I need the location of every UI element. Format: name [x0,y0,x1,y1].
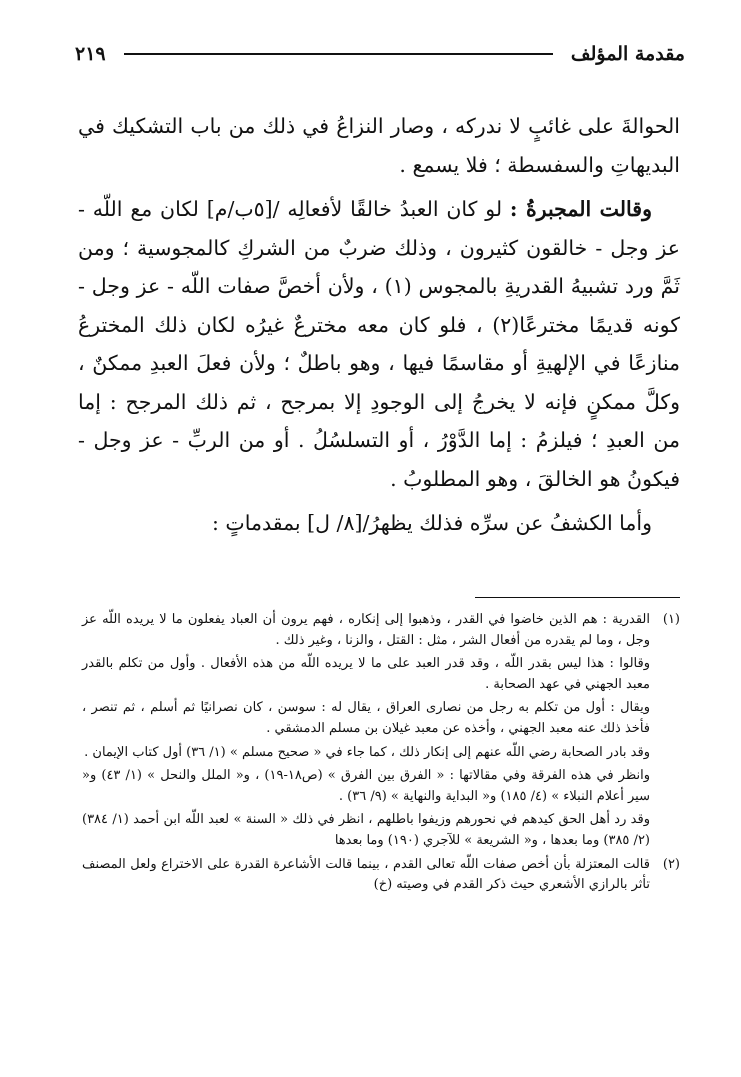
footnote-paragraph: ويقال : أول من تكلم به رجل من نصارى العراق ، يقال له : سوسن ، كان نصرانيًا ثم أسلم ، ثم تنصر ، فأخذ ذلك عنه معبد الجهني ، وأخذه عن معبد غيلان بن مسلم الدمشقي . [82,700,650,736]
paragraph: الحوالةَ على غائبٍ لا ندركه ، وصار النزاعُ في ذلك من باب التشكيك في البديهاتِ والسفسطة ؛ فلا يسمع . [78,114,680,177]
paragraph: وأما الكشفُ عن سرِّه فذلك يظهرُ/[٨/ ل] بمقدماتٍ : [212,511,652,535]
footnote-1 [82,610,680,651]
paragraph [78,190,680,498]
footnote-paragraph: وقد رد أهل الحق كيدهم في نحورهم وزيفوا باطلهم ، انظر في ذلك « السنة » لعبد اللّه ابن أحمد (١/ ٣٨٤) (٢/ ٣٨٥) وما بعدها ، و« الشريعة » للآجري (١٩٠) وما بعدها [82,812,651,848]
running-title: مقدمة المؤلف [570,43,685,65]
footnote-marker: (١) [662,612,680,627]
footnote-separator [475,597,680,598]
footnote-2 [82,855,680,896]
footnote-paragraph: وقد بادر الصحابة رضي اللّه عنهم إلى إنكار ذلك ، كما جاء في « صحيح مسلم » (١/ ٣٦) أول كتاب الإيمان . [84,744,650,760]
footnote-text: القدرية : هم الذين خاضوا في القدر ، وذهبوا إلى إنكاره ، فهم يرون أن العباد يفعلون ما لا يريده اللّه عز وجل ، وما لم يقدره من أفعال الشر ، مثل : القتل ، والزنا ، وغير ذلك . [82,612,650,648]
footnote-marker: (٢) [662,856,680,872]
page-number: ٢١٩ [75,43,106,65]
paragraph-text: لو كان العبدُ خالقًا لأفعالِه /[٥ب/م] لكان مع اللّه - عز وجل - خالقون كثيرون ، وذلك ضربٌ من الشركِ كالمجوسية ؛ ومن ثَمَّ ورد تشبيهُ القدريةِ بالمجوس (١) ، ولأن أخصَّ صفات اللّه - عز وجل - كونه قديمًا مخترعًا(٢) ، فلو كان معه مخترعٌ غيرُه لكان ذلك المخترعُ منازعًا في الإلهيةِ أو مقاسمًا فيها ، وهو باطلٌ ؛ ولأن فعلَ العبدِ ممكنٌ ، وكلَّ ممكنٍ فإنه لا يخرجُ إلى الوجودِ إلا بمرجح ، ثم ذلك المرجح : إما من العبدِ ؛ فيلزمُ : إما الدَّوْرُ ، أو التسلسُلُ . أو من الربِّ - عز وجل - فيكونُ هو الخالقَ ، وهو المطلوبُ . [78,197,680,491]
footnotes [82,610,680,899]
main-text [78,107,680,543]
footnote-text: قالت المعتزلة بأن أخص صفات اللّه تعالى القدم ، بينما قالت الأشاعرة القدرة على الاختراع ولعل المصنف تأثر بالرازي الأشعري حيث ذكر القدم في وصيته (خ) [82,856,650,893]
footnote-paragraph: وقالوا : هذا ليس بقدر اللّه ، وقد قدر العبد على ما لا يريده اللّه من هذه الأفعال . وأول من تكلم بالقدر معبد الجهني في عهد الصحابة . [82,656,650,692]
header-rule [124,53,553,55]
section-label: وقالت المجبرةُ : [509,197,652,221]
footnote-paragraph: وانظر في هذه الفرقة وفي مقالاتها : « الفرق بين الفرق » (ص١٨-١٩) ، و« الملل والنحل » (١/ ٤٣) و« سير أعلام النبلاء » (٤/ ١٨٥) و« البداية والنهاية » (٩/ ٣٦) . [82,768,651,804]
page-header [75,34,685,74]
